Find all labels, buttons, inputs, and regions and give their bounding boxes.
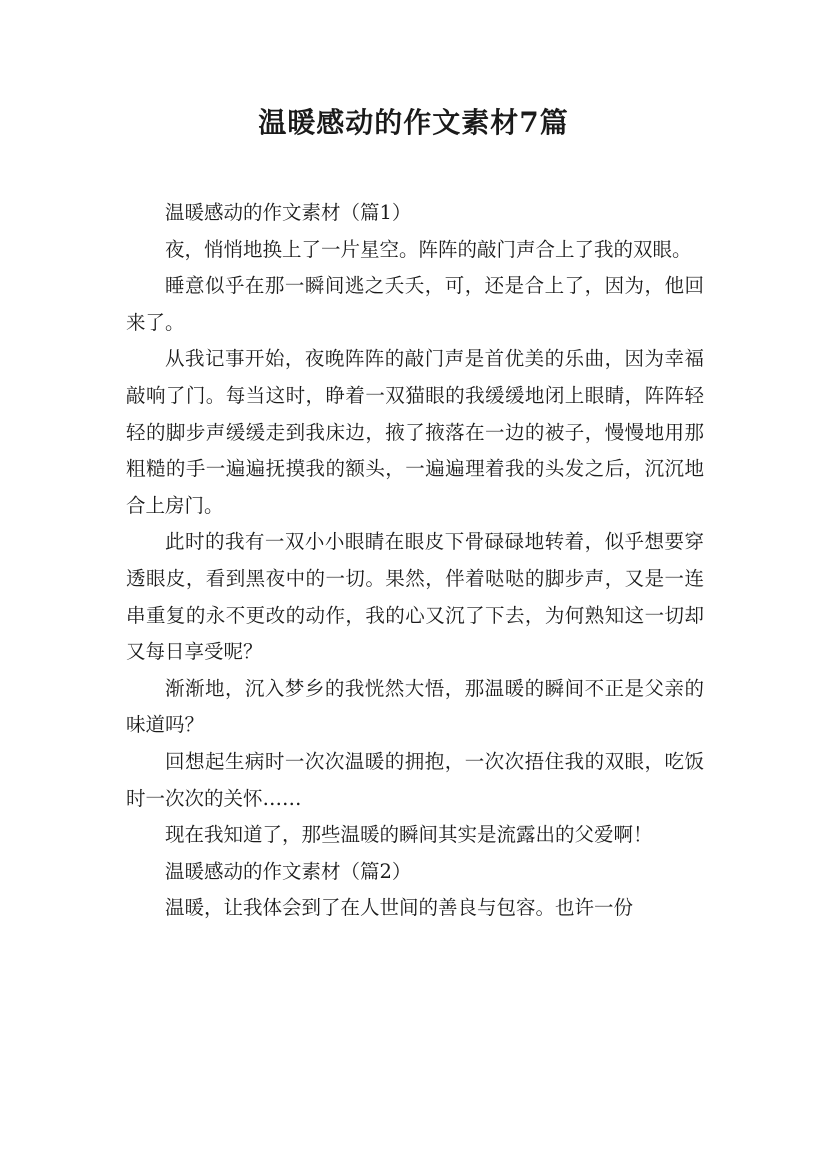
document-body [126, 195, 704, 927]
section-heading-1: 温暖感动的作文素材（篇1） [165, 201, 412, 224]
paragraph: 从我记事开始，夜晚阵阵的敲门声是首优美的乐曲，因为幸福敲响了门。每当这时，睁着一双猫眼的我缓缓地闭上眼睛，阵阵轻轻的脚步声缓缓走到我床边，掖了掖落在一边的被子，慢慢地用那粗糙的手一遍遍抚摸我的额头，一遍遍理着我的头发之后，沉沉地合上房门。 [126, 347, 704, 517]
paragraph: 现在我知道了，那些温暖的瞬间其实是流露出的父爱啊！ [165, 823, 653, 847]
paragraph: 回想起生病时一次次温暖的拥抱，一次次捂住我的双眼，吃饭时一次次的关怀…… [126, 749, 704, 810]
paragraph: 渐渐地，沉入梦乡的我恍然大悟，那温暖的瞬间不正是父亲的味道吗？ [126, 676, 704, 737]
paragraph: 夜，悄悄地换上了一片星空。阵阵的敲门声合上了我的双眼。 [165, 237, 692, 261]
section-heading-2: 温暖感动的作文素材（篇2） [165, 859, 412, 883]
paragraph: 睡意似乎在那一瞬间逃之夭夭，可，还是合上了，因为，他回来了。 [126, 274, 704, 334]
paragraph: 温暖，让我体会到了在人世间的善良与包容。也许一份 [165, 896, 634, 920]
document-title: 温暖感动的作文素材7篇 [258, 106, 569, 139]
paragraph: 此时的我有一双小小眼睛在眼皮下骨碌碌地转着，似乎想要穿透眼皮，看到黑夜中的一切。果然，伴着哒哒的脚步声，又是一连串重复的永不更改的动作，我的心又沉了下去，为何熟知这一切却又每日享受呢？ [126, 530, 704, 664]
